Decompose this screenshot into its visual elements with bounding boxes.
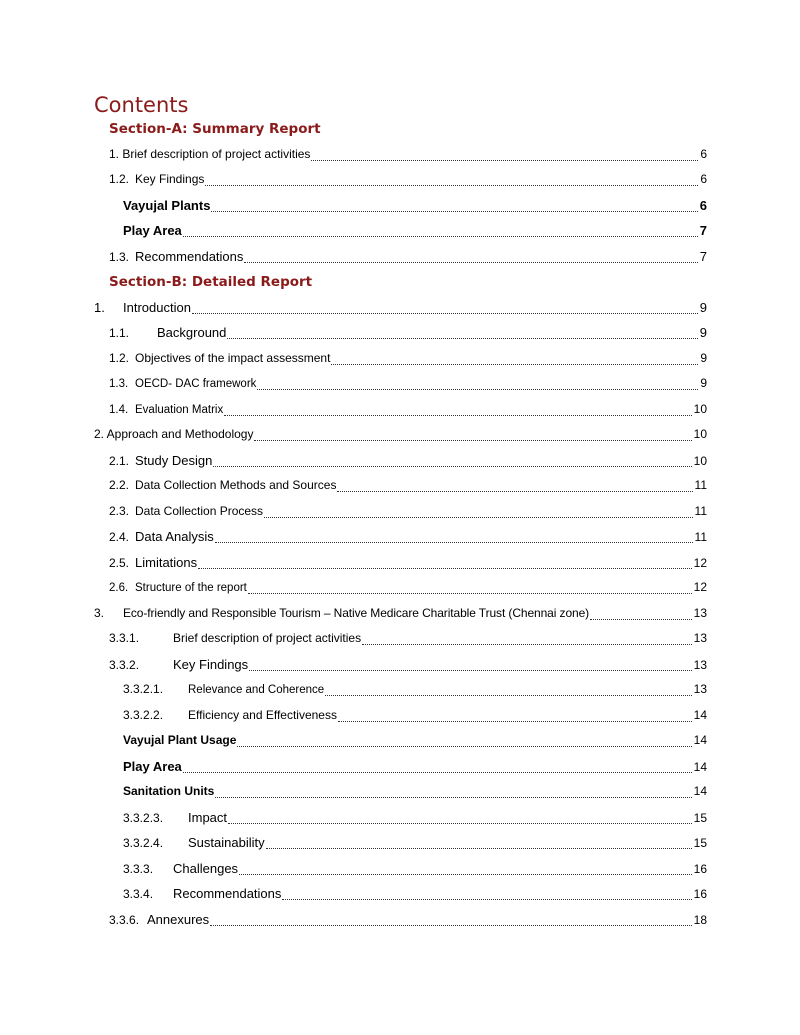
toc-entry[interactable] [109, 325, 707, 343]
toc-entry-label: OECD- DAC framework [135, 378, 257, 390]
toc-entry-label: 1. Brief description of project activities [109, 147, 311, 161]
toc-leader [227, 338, 697, 339]
toc-leader [282, 899, 691, 900]
toc-entry-label: Challenges [173, 861, 239, 876]
toc-leader [210, 925, 691, 926]
toc-entry[interactable] [123, 223, 707, 241]
toc-entry-label: Background [157, 325, 227, 340]
toc-entry[interactable] [109, 631, 707, 649]
toc-entry-page: 9 [700, 376, 707, 390]
toc-leader [198, 568, 692, 569]
toc-entry[interactable] [123, 708, 707, 726]
toc-entry-page: 13 [693, 658, 707, 672]
toc-leader [183, 236, 698, 237]
toc-entry[interactable] [109, 351, 707, 369]
toc-entry[interactable] [94, 606, 707, 624]
toc-entry[interactable] [109, 657, 707, 675]
toc-entry-number: 3.3.4. [123, 887, 154, 901]
toc-entry-label: Play Area [123, 223, 182, 238]
toc-leader [248, 593, 692, 594]
toc-entry-label: Relevance and Coherence [188, 684, 325, 696]
toc-leader [215, 542, 693, 543]
toc-entry-number: 3. [94, 606, 105, 620]
toc-entry-page: 7 [699, 249, 707, 264]
toc-entry-page: 11 [694, 530, 707, 544]
toc-entry-label: Annexures [147, 912, 210, 927]
toc-leader [362, 644, 692, 645]
toc-entry-page: 14 [693, 760, 707, 774]
toc-entry-label: Key Findings [135, 172, 205, 186]
toc-entry-page: 13 [693, 631, 707, 645]
toc-entry[interactable] [109, 912, 707, 930]
toc-leader [205, 185, 698, 186]
toc-entry-number: 3.3.1. [109, 631, 140, 645]
toc-entry-label: Impact [188, 810, 228, 825]
toc-entry-number: 3.3.2.3. [123, 811, 164, 825]
toc-leader [249, 670, 691, 671]
toc-entry-page: 10 [693, 402, 707, 416]
toc-entry-number: 2.4. [109, 530, 130, 544]
toc-entry[interactable] [109, 555, 707, 573]
toc-entry[interactable] [123, 682, 707, 700]
toc-leader [224, 415, 691, 416]
toc-entry-number: 1.4. [109, 404, 129, 416]
toc-entry-number: 3.3.3. [123, 862, 154, 876]
toc-leader [192, 313, 698, 314]
toc-entry-page: 11 [694, 478, 707, 492]
toc-leader [254, 440, 691, 441]
toc-entry-page: 16 [693, 887, 707, 901]
toc-entry-number: 1. [94, 300, 105, 315]
toc-entry-page: 6 [699, 198, 707, 213]
toc-entry-number: 1.3. [109, 250, 130, 264]
toc-entry[interactable] [123, 810, 707, 828]
toc-entry-label: Objectives of the impact assessment [135, 351, 331, 365]
toc-entry[interactable] [109, 504, 707, 522]
toc-entry-label: Structure of the report [135, 582, 247, 594]
toc-entry-label: Key Findings [173, 657, 249, 672]
toc-leader [266, 848, 692, 849]
toc-entry-number: 2.3. [109, 504, 130, 518]
toc-entry-page: 9 [699, 300, 707, 315]
toc-entry-label: Sanitation Units [123, 784, 215, 798]
toc-entry-page: 10 [693, 427, 707, 441]
toc-entry-label: Efficiency and Effectiveness [188, 708, 337, 722]
toc-entry-page: 16 [693, 862, 707, 876]
toc-entry-page: 15 [693, 836, 707, 850]
toc-leader [311, 160, 698, 161]
toc-entry[interactable] [123, 886, 707, 904]
toc-leader [239, 874, 692, 875]
toc-leader [331, 364, 698, 365]
toc-leader [338, 721, 692, 722]
toc-entry-page: 15 [693, 811, 707, 825]
toc-entry-page: 11 [694, 504, 707, 518]
toc-leader [213, 466, 691, 467]
toc-entry-label: Data Collection Methods and Sources [135, 478, 337, 492]
toc-entry[interactable] [109, 453, 707, 471]
toc-entry[interactable] [123, 835, 707, 853]
toc-entry[interactable] [94, 427, 707, 445]
toc-entry-label: Vayujal Plants [123, 198, 211, 213]
toc-entry[interactable] [109, 249, 707, 267]
toc-leader [590, 619, 692, 620]
toc-entry-page: 13 [693, 682, 707, 696]
toc-entry-page: 13 [693, 606, 707, 620]
toc-entry-page: 10 [693, 454, 707, 468]
toc-entry-number: 1.1. [109, 326, 130, 340]
toc-entry-number: 3.3.2.2. [123, 708, 164, 722]
toc-entry-page: 14 [693, 784, 707, 798]
toc-entry-label: Introduction [123, 300, 191, 315]
toc-leader [244, 262, 697, 263]
toc-entry-label: Brief description of project activities [173, 631, 362, 645]
page-title: Contents [94, 93, 189, 117]
toc-entry-number: 2.2. [109, 478, 130, 492]
toc-entry-label: Recommendations [135, 249, 244, 264]
toc-entry-label: Data Analysis [135, 529, 214, 544]
toc-entry[interactable] [123, 733, 707, 751]
toc-entry-number: 3.3.2.4. [123, 836, 164, 850]
toc-entry-label: 2. Approach and Methodology [94, 427, 254, 441]
toc-entry[interactable] [109, 529, 707, 547]
toc-entry-label: Recommendations [173, 886, 282, 901]
toc-entry-page: 6 [700, 172, 707, 186]
section-a-heading: Section-A: Summary Report [109, 121, 321, 137]
toc-entry-number: 3.3.2.1. [123, 682, 164, 696]
toc-leader [325, 695, 691, 696]
toc-entry-number: 2.1. [109, 454, 130, 468]
toc-entry[interactable] [109, 402, 707, 420]
toc-entry[interactable] [109, 580, 707, 598]
toc-leader [215, 797, 691, 798]
toc-entry-page: 12 [693, 580, 707, 594]
toc-entry-number: 2.5. [109, 556, 130, 570]
toc-entry-page: 7 [699, 223, 707, 238]
toc-entry-number: 1.2. [109, 351, 130, 365]
toc-entry-number: 1.3. [109, 378, 129, 390]
toc-entry-label: Vayujal Plant Usage [123, 733, 237, 747]
toc-leader [183, 772, 692, 773]
toc-entry[interactable] [123, 759, 707, 777]
section-b-heading: Section-B: Detailed Report [109, 274, 313, 290]
toc-entry-label: Data Collection Process [135, 504, 264, 518]
toc-entry[interactable] [123, 784, 707, 802]
toc-leader [337, 491, 692, 492]
toc-entry-page: 6 [700, 147, 707, 161]
toc-entry-page: 9 [700, 351, 707, 365]
toc-entry-label: Sustainability [188, 835, 265, 850]
toc-leader [228, 823, 692, 824]
toc-entry-label: Limitations [135, 555, 198, 570]
toc-entry-number: 3.3.2. [109, 658, 140, 672]
toc-leader [264, 517, 692, 518]
toc-entry-label: Study Design [135, 453, 213, 468]
toc-entry-label: Eco-friendly and Responsible Tourism – Native Medicare Charitable Trust (Chennai zone) [123, 606, 590, 620]
toc-entry-page: 12 [693, 556, 707, 570]
toc-entry-number: 1.2. [109, 172, 130, 186]
toc-entry[interactable] [109, 478, 707, 496]
toc-leader [237, 746, 691, 747]
toc-entry[interactable] [123, 198, 707, 216]
toc-entry[interactable] [109, 147, 707, 165]
toc-entry-page: 18 [693, 913, 707, 927]
toc-entry[interactable] [123, 861, 707, 879]
toc-entry[interactable] [94, 300, 707, 318]
toc-entry[interactable] [109, 376, 707, 394]
toc-entry-number: 2.6. [109, 582, 129, 594]
toc-entry-label: Evaluation Matrix [135, 404, 224, 416]
toc-entry-number: 3.3.6. [109, 913, 140, 927]
toc-entry-page: 14 [693, 708, 707, 722]
toc-leader [257, 389, 698, 390]
toc-entry[interactable] [109, 172, 707, 190]
toc-entry-label: Play Area [123, 759, 182, 774]
toc-leader [211, 211, 697, 212]
toc-entry-page: 14 [693, 733, 707, 747]
toc-entry-page: 9 [699, 325, 707, 340]
